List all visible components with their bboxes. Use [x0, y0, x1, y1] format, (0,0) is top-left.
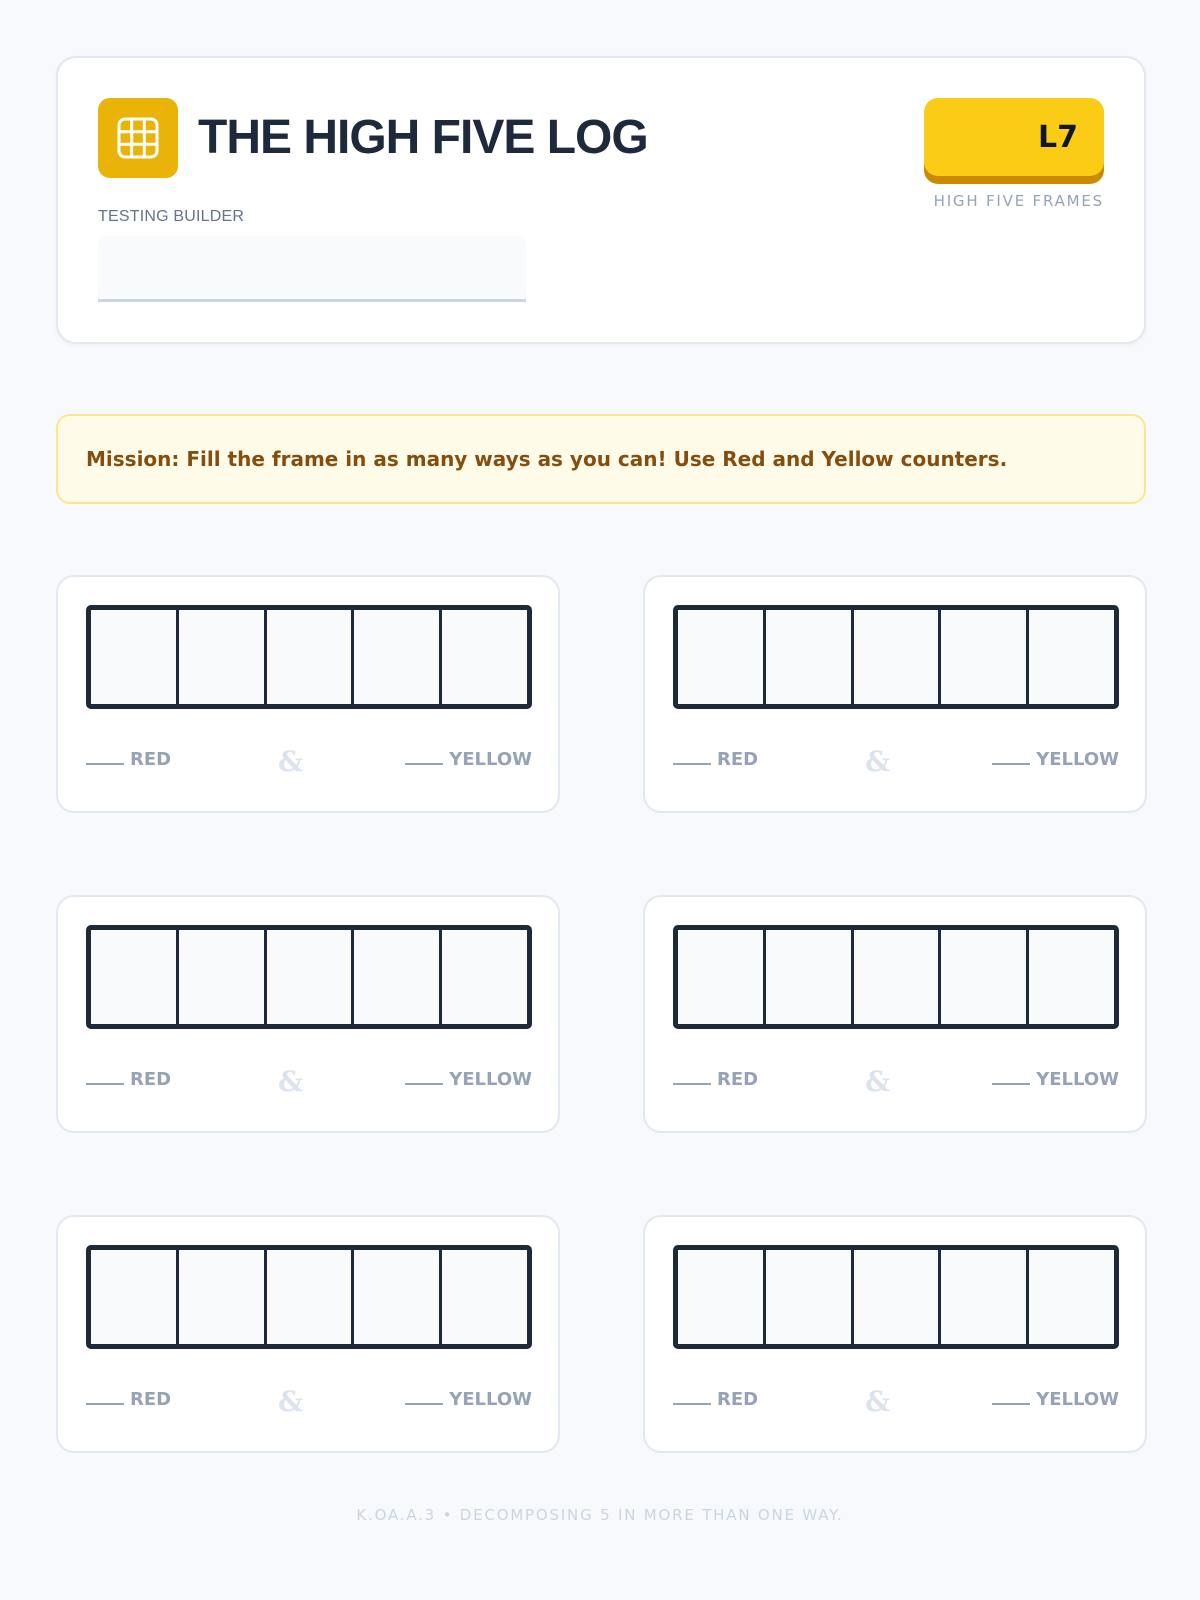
red-count-blank[interactable]: [673, 753, 711, 765]
five-frame: [86, 1245, 532, 1349]
yellow-count-answer[interactable]: [405, 1389, 532, 1410]
red-count-blank[interactable]: [673, 1393, 711, 1405]
red-label: RED: [717, 749, 759, 770]
ampersand: &: [278, 1065, 304, 1098]
frame-cell[interactable]: [354, 610, 442, 704]
frame-cell[interactable]: [766, 1250, 854, 1344]
answer-row: [673, 745, 1119, 779]
frame-cell[interactable]: [678, 930, 766, 1024]
frame-cell[interactable]: [442, 610, 527, 704]
frame-cell[interactable]: [179, 610, 267, 704]
yellow-count-blank[interactable]: [405, 753, 443, 765]
frame-cell[interactable]: [354, 930, 442, 1024]
red-count-answer[interactable]: [673, 1069, 758, 1090]
frame-cell[interactable]: [442, 1250, 527, 1344]
yellow-count-answer[interactable]: [992, 1069, 1119, 1090]
red-count-answer[interactable]: [86, 749, 171, 770]
five-frame-card: [56, 895, 560, 1133]
frame-cell[interactable]: [1029, 930, 1114, 1024]
five-frame: [673, 925, 1119, 1029]
yellow-count-blank[interactable]: [405, 1393, 443, 1405]
red-label: RED: [717, 1389, 759, 1410]
red-count-blank[interactable]: [86, 1073, 124, 1085]
frame-cell[interactable]: [766, 610, 854, 704]
frame-cell[interactable]: [854, 610, 942, 704]
frame-cell[interactable]: [267, 1250, 355, 1344]
yellow-label: YELLOW: [1036, 749, 1119, 770]
frame-cell[interactable]: [1029, 610, 1114, 704]
level-caption: HIGH FIVE FRAMES: [933, 192, 1104, 210]
yellow-count-blank[interactable]: [992, 753, 1030, 765]
header-card: [56, 56, 1146, 344]
red-count-blank[interactable]: [673, 1073, 711, 1085]
yellow-label: YELLOW: [449, 1389, 532, 1410]
red-count-blank[interactable]: [86, 753, 124, 765]
page-title: THE HIGH FIVE LOG: [198, 111, 648, 164]
five-frame-card: [643, 575, 1147, 813]
frame-cell[interactable]: [442, 930, 527, 1024]
red-count-blank[interactable]: [86, 1393, 124, 1405]
red-label: RED: [130, 1069, 172, 1090]
frame-cell[interactable]: [766, 930, 854, 1024]
red-count-answer[interactable]: [86, 1069, 171, 1090]
yellow-label: YELLOW: [449, 749, 532, 770]
yellow-count-blank[interactable]: [405, 1073, 443, 1085]
frame-cell[interactable]: [91, 930, 179, 1024]
mission-banner: Mission: Fill the frame in as many ways as you can! Use Red and Yellow counters.: [56, 414, 1146, 504]
red-count-answer[interactable]: [673, 749, 758, 770]
ampersand: &: [865, 1065, 891, 1098]
red-label: RED: [130, 749, 172, 770]
answer-row: [673, 1065, 1119, 1099]
builder-name-input[interactable]: [98, 236, 526, 302]
footer-standard-note: K.OA.A.3 • DECOMPOSING 5 IN MORE THAN ONE WAY.: [356, 1506, 844, 1524]
frame-cell[interactable]: [678, 610, 766, 704]
level-badge: L7: [924, 98, 1104, 176]
red-count-answer[interactable]: [86, 1389, 171, 1410]
frame-cell[interactable]: [267, 930, 355, 1024]
red-count-answer[interactable]: [673, 1389, 758, 1410]
ampersand: &: [865, 745, 891, 778]
frame-cell[interactable]: [354, 1250, 442, 1344]
frame-cell[interactable]: [941, 610, 1029, 704]
frame-cell[interactable]: [91, 1250, 179, 1344]
logo-badge: [98, 98, 178, 178]
frame-cell[interactable]: [854, 1250, 942, 1344]
yellow-count-answer[interactable]: [405, 1069, 532, 1090]
frame-cell[interactable]: [941, 930, 1029, 1024]
five-frame: [673, 1245, 1119, 1349]
yellow-label: YELLOW: [1036, 1389, 1119, 1410]
five-frame-card: [56, 1215, 560, 1453]
yellow-label: YELLOW: [449, 1069, 532, 1090]
five-frame: [86, 925, 532, 1029]
yellow-label: YELLOW: [1036, 1069, 1119, 1090]
five-frame-card: [643, 1215, 1147, 1453]
answer-row: [86, 1065, 532, 1099]
frame-cell[interactable]: [1029, 1250, 1114, 1344]
ampersand: &: [278, 1385, 304, 1418]
yellow-count-blank[interactable]: [992, 1393, 1030, 1405]
ampersand: &: [865, 1385, 891, 1418]
grid-icon: [116, 116, 160, 160]
frame-cell[interactable]: [179, 930, 267, 1024]
yellow-count-answer[interactable]: [992, 1389, 1119, 1410]
five-frame: [673, 605, 1119, 709]
frame-cell[interactable]: [854, 930, 942, 1024]
answer-row: [86, 1385, 532, 1419]
yellow-count-answer[interactable]: [992, 749, 1119, 770]
five-frame-card: [56, 575, 560, 813]
answer-row: [673, 1385, 1119, 1419]
frame-cell[interactable]: [91, 610, 179, 704]
red-label: RED: [717, 1069, 759, 1090]
five-frame-card: [643, 895, 1147, 1133]
frame-cell[interactable]: [267, 610, 355, 704]
frame-cell[interactable]: [678, 1250, 766, 1344]
builder-name-label: TESTING BUILDER: [98, 208, 245, 225]
frame-cell[interactable]: [179, 1250, 267, 1344]
answer-row: [86, 745, 532, 779]
yellow-count-blank[interactable]: [992, 1073, 1030, 1085]
frame-cell[interactable]: [941, 1250, 1029, 1344]
yellow-count-answer[interactable]: [405, 749, 532, 770]
ampersand: &: [278, 745, 304, 778]
red-label: RED: [130, 1389, 172, 1410]
five-frame: [86, 605, 532, 709]
